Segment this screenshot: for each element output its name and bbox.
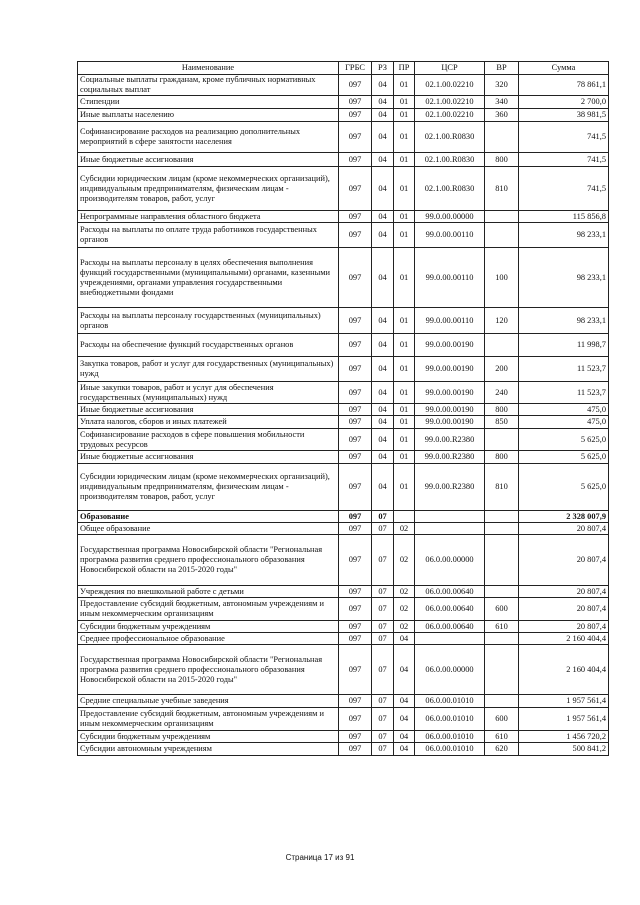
cell-grbs: 097 (339, 633, 372, 645)
cell-rz: 04 (372, 382, 394, 404)
cell-grbs: 097 (339, 75, 372, 96)
cell-name: Общее образование (78, 523, 339, 535)
table-row (78, 416, 609, 429)
cell-pr: 04 (394, 695, 415, 708)
cell-grbs: 097 (339, 248, 372, 308)
cell-rz: 07 (372, 535, 394, 586)
cell-vr (485, 211, 519, 223)
cell-name: Расходы на выплаты персоналу государственных (муниципальных) органов (78, 308, 339, 334)
cell-pr: 02 (394, 621, 415, 633)
cell-rz: 07 (372, 598, 394, 621)
table-row (78, 96, 609, 109)
cell-name: Среднее профессиональное образование (78, 633, 339, 645)
cell-name: Расходы на выплаты по оплате труда работников государственных органов (78, 223, 339, 248)
cell-sum: 1 957 561,4 (519, 695, 609, 708)
cell-name: Иные бюджетные ассигнования (78, 153, 339, 167)
cell-name: Софинансирование расходов на реализацию дополнительных мероприятий в сфере занятости населения (78, 122, 339, 153)
cell-rz: 04 (372, 153, 394, 167)
cell-rz: 07 (372, 708, 394, 731)
cell-grbs: 097 (339, 621, 372, 633)
table-row (78, 451, 609, 464)
cell-name: Учреждения по внешкольной работе с детьми (78, 586, 339, 598)
cell-sum: 500 841,2 (519, 743, 609, 756)
cell-rz: 04 (372, 75, 394, 96)
table-row (78, 153, 609, 167)
cell-name: Средние специальные учебные заведения (78, 695, 339, 708)
cell-grbs: 097 (339, 109, 372, 122)
cell-csr: 99.0.00.00110 (415, 248, 485, 308)
table-row (78, 464, 609, 511)
cell-rz: 07 (372, 511, 394, 523)
cell-sum: 741,5 (519, 167, 609, 211)
cell-vr: 360 (485, 109, 519, 122)
cell-vr: 810 (485, 464, 519, 511)
cell-vr: 810 (485, 167, 519, 211)
table-row (78, 404, 609, 416)
cell-pr: 04 (394, 743, 415, 756)
cell-grbs: 097 (339, 429, 372, 451)
table-row (78, 429, 609, 451)
cell-csr: 02.1.00.02210 (415, 109, 485, 122)
table-row (78, 223, 609, 248)
table-row (78, 75, 609, 96)
cell-vr: 800 (485, 451, 519, 464)
cell-pr: 01 (394, 429, 415, 451)
cell-rz: 07 (372, 621, 394, 633)
cell-grbs: 097 (339, 96, 372, 109)
cell-csr: 99.0.00.00190 (415, 357, 485, 382)
cell-vr: 850 (485, 416, 519, 429)
cell-pr: 01 (394, 109, 415, 122)
table-row (78, 731, 609, 743)
cell-rz: 04 (372, 308, 394, 334)
cell-grbs: 097 (339, 382, 372, 404)
table-body (78, 75, 609, 756)
header-grbs: ГРБС (339, 62, 372, 75)
cell-csr: 99.0.00.R2380 (415, 451, 485, 464)
cell-csr (415, 523, 485, 535)
cell-csr: 06.0.00.01010 (415, 731, 485, 743)
cell-name: Государственная программа Новосибирской области "Региональная программа развития среднего профессионального образования Новосибирской области на 2015-2020 годы" (78, 535, 339, 586)
cell-sum: 20 807,4 (519, 535, 609, 586)
cell-name: Предоставление субсидий бюджетным, автономным учреждениям и иным некоммерческим организациям (78, 708, 339, 731)
cell-csr: 06.0.00.00000 (415, 645, 485, 695)
cell-pr: 02 (394, 535, 415, 586)
cell-sum: 741,5 (519, 122, 609, 153)
cell-csr: 99.0.00.00190 (415, 382, 485, 404)
cell-pr: 04 (394, 731, 415, 743)
cell-pr: 01 (394, 334, 415, 357)
cell-grbs: 097 (339, 357, 372, 382)
cell-grbs: 097 (339, 511, 372, 523)
cell-grbs: 097 (339, 223, 372, 248)
cell-grbs: 097 (339, 404, 372, 416)
cell-pr: 01 (394, 153, 415, 167)
cell-grbs: 097 (339, 695, 372, 708)
cell-pr: 01 (394, 464, 415, 511)
table-row (78, 109, 609, 122)
table-row (78, 743, 609, 756)
cell-sum: 98 233,1 (519, 223, 609, 248)
cell-vr: 120 (485, 308, 519, 334)
cell-rz: 04 (372, 211, 394, 223)
header-pr: ПР (394, 62, 415, 75)
cell-csr: 99.0.00.R2380 (415, 464, 485, 511)
cell-name: Расходы на выплаты персоналу в целях обеспечения выполнения функций государственными (муниципальными) органами, казенными учреждениями, органами управления государственными внебюджетными фондами (78, 248, 339, 308)
cell-sum: 1 456 720,2 (519, 731, 609, 743)
header-sum: Сумма (519, 62, 609, 75)
cell-csr: 02.1.00.02210 (415, 96, 485, 109)
cell-rz: 07 (372, 695, 394, 708)
cell-csr: 06.0.00.01010 (415, 743, 485, 756)
cell-sum: 38 981,5 (519, 109, 609, 122)
cell-csr: 99.0.00.00190 (415, 334, 485, 357)
cell-pr: 01 (394, 167, 415, 211)
cell-pr: 01 (394, 248, 415, 308)
cell-vr: 610 (485, 621, 519, 633)
cell-vr (485, 334, 519, 357)
cell-pr: 01 (394, 211, 415, 223)
cell-rz: 04 (372, 109, 394, 122)
cell-pr: 02 (394, 523, 415, 535)
cell-csr: 99.0.00.00190 (415, 416, 485, 429)
cell-pr: 04 (394, 645, 415, 695)
cell-grbs: 097 (339, 586, 372, 598)
cell-grbs: 097 (339, 451, 372, 464)
cell-sum: 11 523,7 (519, 357, 609, 382)
table-header-row (78, 62, 609, 75)
table-row (78, 535, 609, 586)
table-row (78, 167, 609, 211)
cell-vr (485, 695, 519, 708)
cell-name: Субсидии бюджетным учреждениям (78, 621, 339, 633)
cell-name: Иные бюджетные ассигнования (78, 404, 339, 416)
cell-name: Стипендии (78, 96, 339, 109)
cell-vr (485, 511, 519, 523)
cell-name: Иные закупки товаров, работ и услуг для обеспечения государственных (муниципальных) нужд (78, 382, 339, 404)
cell-rz: 04 (372, 122, 394, 153)
cell-vr (485, 223, 519, 248)
budget-table (77, 61, 609, 756)
cell-vr: 600 (485, 708, 519, 731)
cell-vr: 800 (485, 404, 519, 416)
cell-csr: 99.0.00.00110 (415, 308, 485, 334)
cell-pr: 01 (394, 404, 415, 416)
cell-vr (485, 535, 519, 586)
cell-sum: 475,0 (519, 416, 609, 429)
cell-pr: 01 (394, 382, 415, 404)
header-csr: ЦСР (415, 62, 485, 75)
table-row (78, 708, 609, 731)
cell-rz: 04 (372, 429, 394, 451)
cell-sum: 2 328 007,9 (519, 511, 609, 523)
cell-vr: 100 (485, 248, 519, 308)
table-row (78, 633, 609, 645)
cell-csr: 99.0.00.00000 (415, 211, 485, 223)
cell-csr: 06.0.00.01010 (415, 708, 485, 731)
cell-grbs: 097 (339, 464, 372, 511)
cell-name: Предоставление субсидий бюджетным, автономным учреждениям и иным некоммерческим организациям (78, 598, 339, 621)
cell-pr: 01 (394, 122, 415, 153)
cell-csr: 99.0.00.00110 (415, 223, 485, 248)
cell-csr: 02.1.00.R0830 (415, 153, 485, 167)
header-name: Наименование (78, 62, 339, 75)
page-number: Страница 17 из 91 (285, 853, 355, 862)
cell-vr: 620 (485, 743, 519, 756)
cell-pr: 01 (394, 357, 415, 382)
cell-sum: 5 625,0 (519, 429, 609, 451)
cell-grbs: 097 (339, 211, 372, 223)
cell-pr: 01 (394, 308, 415, 334)
cell-rz: 04 (372, 334, 394, 357)
cell-rz: 07 (372, 645, 394, 695)
cell-pr: 02 (394, 598, 415, 621)
table-row (78, 122, 609, 153)
table-row (78, 357, 609, 382)
cell-rz: 07 (372, 743, 394, 756)
cell-sum: 741,5 (519, 153, 609, 167)
cell-name: Иные бюджетные ассигнования (78, 451, 339, 464)
header-rz: РЗ (372, 62, 394, 75)
cell-sum: 98 233,1 (519, 248, 609, 308)
cell-sum: 475,0 (519, 404, 609, 416)
cell-sum: 115 856,8 (519, 211, 609, 223)
cell-sum: 20 807,4 (519, 523, 609, 535)
cell-pr: 01 (394, 75, 415, 96)
cell-rz: 07 (372, 586, 394, 598)
cell-name: Государственная программа Новосибирской области "Региональная программа развития среднего профессионального образования Новосибирской области на 2015-2020 годы" (78, 645, 339, 695)
cell-vr (485, 122, 519, 153)
cell-sum: 2 160 404,4 (519, 645, 609, 695)
cell-csr: 02.1.00.02210 (415, 75, 485, 96)
cell-grbs: 097 (339, 535, 372, 586)
cell-pr: 02 (394, 586, 415, 598)
cell-rz: 04 (372, 404, 394, 416)
cell-rz: 04 (372, 96, 394, 109)
cell-csr: 06.0.00.01010 (415, 695, 485, 708)
table-row (78, 645, 609, 695)
cell-sum: 20 807,4 (519, 621, 609, 633)
table-row (78, 695, 609, 708)
cell-sum: 11 998,7 (519, 334, 609, 357)
cell-vr: 800 (485, 153, 519, 167)
cell-grbs: 097 (339, 416, 372, 429)
cell-name: Образование (78, 511, 339, 523)
cell-vr: 610 (485, 731, 519, 743)
cell-rz: 04 (372, 464, 394, 511)
cell-grbs: 097 (339, 122, 372, 153)
cell-vr: 600 (485, 598, 519, 621)
cell-csr: 06.0.00.00640 (415, 586, 485, 598)
cell-vr (485, 429, 519, 451)
cell-pr (394, 511, 415, 523)
cell-vr: 340 (485, 96, 519, 109)
cell-vr: 240 (485, 382, 519, 404)
cell-pr: 01 (394, 223, 415, 248)
cell-vr: 200 (485, 357, 519, 382)
cell-grbs: 097 (339, 523, 372, 535)
cell-pr: 01 (394, 451, 415, 464)
cell-sum: 20 807,4 (519, 586, 609, 598)
cell-name: Непрограммные направления областного бюджета (78, 211, 339, 223)
table-row (78, 523, 609, 535)
table-row (78, 334, 609, 357)
cell-grbs: 097 (339, 645, 372, 695)
cell-sum: 2 700,0 (519, 96, 609, 109)
cell-grbs: 097 (339, 743, 372, 756)
cell-rz: 04 (372, 248, 394, 308)
cell-sum: 78 861,1 (519, 75, 609, 96)
cell-csr: 06.0.00.00000 (415, 535, 485, 586)
cell-pr: 01 (394, 96, 415, 109)
cell-name: Социальные выплаты гражданам, кроме публичных нормативных социальных выплат (78, 75, 339, 96)
cell-csr: 99.0.00.R2380 (415, 429, 485, 451)
cell-pr: 04 (394, 708, 415, 731)
cell-csr (415, 511, 485, 523)
cell-grbs: 097 (339, 334, 372, 357)
cell-grbs: 097 (339, 153, 372, 167)
cell-csr (415, 633, 485, 645)
cell-vr (485, 586, 519, 598)
table-row (78, 621, 609, 633)
cell-name: Субсидии бюджетным учреждениям (78, 731, 339, 743)
cell-name: Расходы на обеспечение функций государственных органов (78, 334, 339, 357)
cell-vr (485, 633, 519, 645)
cell-name: Субсидии автономным учреждениям (78, 743, 339, 756)
cell-sum: 1 957 561,4 (519, 708, 609, 731)
table-row (78, 511, 609, 523)
cell-sum: 20 807,4 (519, 598, 609, 621)
cell-rz: 04 (372, 223, 394, 248)
cell-grbs: 097 (339, 167, 372, 211)
cell-rz: 04 (372, 416, 394, 429)
cell-name: Иные выплаты населению (78, 109, 339, 122)
cell-csr: 99.0.00.00190 (415, 404, 485, 416)
cell-name: Софинансирование расходов в сфере повышения мобильности трудовых ресурсов (78, 429, 339, 451)
cell-pr: 04 (394, 633, 415, 645)
table-row (78, 586, 609, 598)
cell-sum: 11 523,7 (519, 382, 609, 404)
cell-rz: 04 (372, 451, 394, 464)
cell-vr (485, 645, 519, 695)
table-row (78, 211, 609, 223)
cell-name: Уплата налогов, сборов и иных платежей (78, 416, 339, 429)
cell-csr: 06.0.00.00640 (415, 621, 485, 633)
cell-rz: 07 (372, 633, 394, 645)
cell-csr: 02.1.00.R0830 (415, 122, 485, 153)
table-row (78, 308, 609, 334)
cell-vr (485, 523, 519, 535)
cell-vr: 320 (485, 75, 519, 96)
cell-rz: 07 (372, 523, 394, 535)
cell-name: Закупка товаров, работ и услуг для государственных (муниципальных) нужд (78, 357, 339, 382)
table-row (78, 598, 609, 621)
cell-sum: 98 233,1 (519, 308, 609, 334)
cell-pr: 01 (394, 416, 415, 429)
cell-rz: 07 (372, 731, 394, 743)
cell-sum: 5 625,0 (519, 464, 609, 511)
cell-grbs: 097 (339, 598, 372, 621)
table-row (78, 382, 609, 404)
cell-sum: 5 625,0 (519, 451, 609, 464)
cell-rz: 04 (372, 357, 394, 382)
cell-name: Субсидии юридическим лицам (кроме некоммерческих организаций), индивидуальным предпринимателям, физическим лицам - производителям товаров, работ, услуг (78, 167, 339, 211)
table-row (78, 248, 609, 308)
cell-csr: 06.0.00.00640 (415, 598, 485, 621)
header-vr: ВР (485, 62, 519, 75)
cell-rz: 04 (372, 167, 394, 211)
cell-csr: 02.1.00.R0830 (415, 167, 485, 211)
cell-grbs: 097 (339, 708, 372, 731)
cell-grbs: 097 (339, 308, 372, 334)
cell-name: Субсидии юридическим лицам (кроме некоммерческих организаций), индивидуальным предпринимателям, физическим лицам - производителям товаров, работ, услуг (78, 464, 339, 511)
cell-sum: 2 160 404,4 (519, 633, 609, 645)
cell-grbs: 097 (339, 731, 372, 743)
